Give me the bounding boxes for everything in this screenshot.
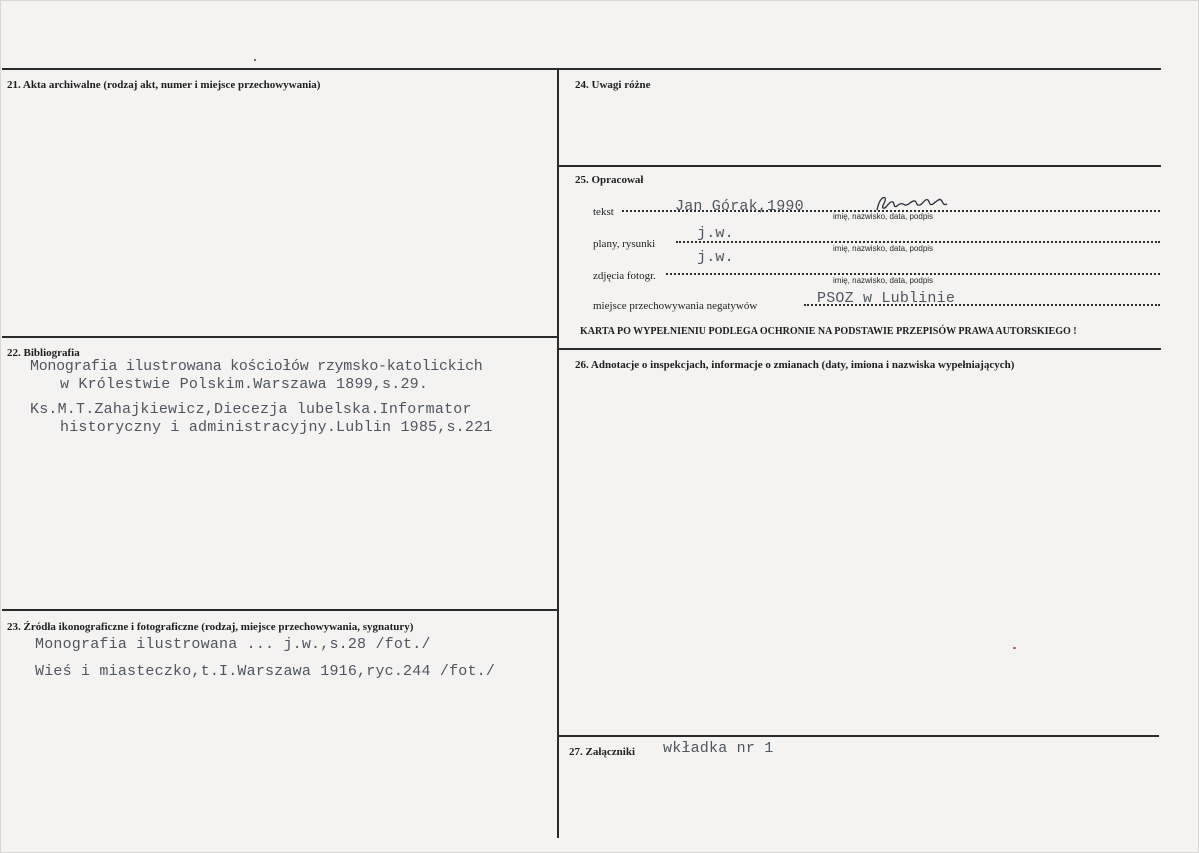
iconography-line-1: Monografia ilustrowana ... j.w.,s.28 /fot./ <box>35 636 431 653</box>
divider-22-23 <box>2 609 558 611</box>
plany-hint: imię, nazwisko, data, podpis <box>833 244 934 253</box>
section-25-label: 25. Opracował <box>575 174 644 186</box>
plany-label: plany, rysunki <box>593 238 656 250</box>
zdjecia-hint: imię, nazwisko, data, podpis <box>833 276 934 285</box>
negatywy-label: miejsce przechowywania negatywów <box>593 300 758 312</box>
divider-25-26 <box>558 348 1161 350</box>
section-27-label: 27. Załączniki <box>569 746 636 758</box>
divider-26-27 <box>558 735 1159 737</box>
section-21-label: 21. Akta archiwalne (rodzaj akt, numer i miejsce przechowywania) <box>7 79 321 91</box>
section-23-label: 23. Źródła ikonograficzne i fotograficzne (rodzaj, miejsce przechowywania, sygnatury) <box>7 621 414 633</box>
iconography-line-2: Wieś i miasteczko,t.I.Warszawa 1916,ryc.244 /fot./ <box>35 663 496 680</box>
plany-dotted-line <box>676 241 1160 243</box>
negatywy-value: PSOZ w Lublinie <box>817 290 956 307</box>
divider-24-25 <box>558 165 1161 167</box>
tekst-value: Jan Górak,1990 <box>675 198 804 215</box>
scan-speck <box>254 59 256 61</box>
bibliography-line-1: Monografia ilustrowana kościołów rzymsko-katolickich <box>30 358 483 375</box>
bibliography-line-2: w Królestwie Polskim.Warszawa 1899,s.29. <box>60 376 429 393</box>
top-rule <box>2 68 1161 70</box>
copyright-notice: KARTA PO WYPEŁNIENIU PODLEGA OCHRONIE NA PODSTAWIE PRZEPISÓW PRAWA AUTORSKIEGO ! <box>580 326 1077 337</box>
tekst-hint: imię, nazwisko, data, podpis <box>833 212 934 221</box>
scan-speck <box>1013 647 1016 649</box>
zdjecia-label: zdjęcia fotogr. <box>593 270 656 282</box>
bibliography-line-3: Ks.M.T.Zahajkiewicz,Diecezja lubelska.Informator <box>30 401 472 418</box>
attachments-value: wkładka nr 1 <box>663 740 774 757</box>
zdjecia-dotted-line <box>666 273 1160 275</box>
zdjecia-value: j.w. <box>697 249 734 266</box>
center-divider <box>557 68 559 838</box>
plany-value: j.w. <box>697 225 734 242</box>
tekst-label: tekst <box>593 206 614 218</box>
bibliography-line-4: historyczny i administracyjny.Lublin 1985,s.221 <box>60 419 493 436</box>
divider-21-22 <box>2 336 558 338</box>
section-26-label: 26. Adnotacje o inspekcjach, informacje o zmianach (daty, imiona i nazwiska wypełniających) <box>575 359 1015 371</box>
author-signature <box>873 192 953 214</box>
section-22-label: 22. Bibliografia <box>7 347 80 359</box>
section-24-label: 24. Uwagi różne <box>575 79 651 91</box>
